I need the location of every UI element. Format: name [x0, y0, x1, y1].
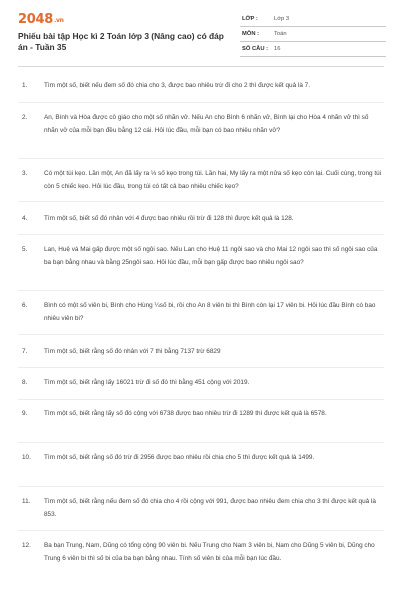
- question-number: 2.: [22, 114, 28, 121]
- meta-value: Lớp 3: [274, 16, 290, 22]
- logo-suffix: .vn: [53, 17, 64, 24]
- meta-row-grade: [240, 12, 386, 27]
- meta-key: MÔN :: [242, 31, 260, 37]
- question-text: Ba bạn Trung, Nam, Dũng có tổng cộng 90 viên bi. Nếu Trung cho Nam 3 viên bi, Nam cho Dũng 5 viên bi, Dũng cho Trung 6 viên bi thì số bi của ba bạn bằng nhau. Tính số viên bi của mỗi bạn lúc đầu.: [44, 542, 375, 562]
- question-number: 7.: [22, 348, 28, 355]
- question-divider: [18, 290, 384, 291]
- question-number: 9.: [22, 410, 28, 417]
- question-text: Có một túi kẹo. Lần một, An đã lấy ra ⅓ số kẹo trong túi. Lần hai, My lấy ra một nửa số kẹo còn lại. Cuối cùng, trong túi còn 5 chiếc kẹo. Hỏi lúc đầu, trong túi có tất cả bao nhiêu chiếc kẹo?: [44, 170, 382, 190]
- question-text: Bình có một số viên bi, Bình cho Hùng ¼số bi, rồi cho An 8 viên bi thì Bình còn lại 17 viên bi. Hỏi lúc đầu Bình có bao nhiêu viên bi?: [44, 302, 376, 322]
- question-text: Tìm một số, biết rằng lấy số đó cộng với 6738 được bao nhiêu trừ đi 1289 thì được kết quả là 6578.: [44, 410, 327, 417]
- logo-text: 2048: [18, 12, 53, 27]
- question-text: Tìm một số, biết rằng số đó nhân với 7 thì bằng 7137 trừ 6829: [44, 348, 221, 355]
- question-text: Lan, Huệ và Mai gấp được một số ngôi sao. Nếu Lan cho Huệ 11 ngôi sao và cho Mai 12 ngôi sao thì số ngôi sao của ba bạn bằng nhau và bằng 25ngôi sao. Hỏi lúc đầu, mỗi bạn gấp được bao nhiêu ngôi sao?: [44, 246, 378, 266]
- meta-key: LỚP :: [242, 16, 258, 22]
- question-number: 1.: [22, 82, 28, 89]
- header-divider: [18, 66, 384, 67]
- question-number: 8.: [22, 379, 28, 386]
- question-divider: [18, 334, 384, 335]
- question-divider: [18, 234, 384, 235]
- question-number: 3.: [22, 170, 28, 177]
- meta-value: Toán: [274, 31, 287, 37]
- question-divider: [18, 486, 384, 487]
- question-number: 12.: [22, 542, 31, 549]
- question-text: Tìm một số, biết số đó nhân với 4 được bao nhiêu rồi trừ đi 128 thì được kết quả là 128.: [44, 215, 294, 222]
- question-divider: [18, 367, 384, 368]
- meta-value: 16: [274, 46, 281, 52]
- question-text: Tìm một số, biết rằng nếu đem số đó chia cho 4 rồi cộng với 991, được bao nhiêu đem chia cho 3 thì được kết quả là 853.: [44, 498, 376, 518]
- question-divider: [18, 158, 384, 159]
- question-divider: [18, 201, 384, 202]
- page-title: Phiếu bài tập Học kì 2 Toán lớp 3 (Nâng cao) có đáp án - Tuần 35: [18, 31, 224, 52]
- site-logo[interactable]: [18, 12, 64, 27]
- question-text: An, Bình và Hòa được cô giáo cho một số nhãn vở. Nếu An cho Bình 6 nhãn vở, Bình lại cho Hòa 4 nhãn vở thì số nhãn vở của mỗi bạn đều bằng 12 cái. Hỏi lúc đầu, mỗi bạn có bao nhiêu nhãn vở?: [44, 114, 369, 134]
- question-divider: [18, 530, 384, 531]
- question-number: 5.: [22, 246, 28, 253]
- question-number: 10.: [22, 454, 31, 461]
- question-text: Tìm một số, biết nếu đem số đó chia cho 3, được bao nhiêu trừ đi cho 2 thì được kết quả là 7.: [44, 82, 310, 89]
- question-number: 6.: [22, 302, 28, 309]
- question-divider: [18, 399, 384, 400]
- worksheet-header: [18, 12, 386, 62]
- question-number: 11.: [22, 498, 31, 505]
- question-number: 4.: [22, 215, 28, 222]
- meta-row-question-count: [240, 42, 386, 57]
- meta-table: [240, 12, 386, 57]
- meta-key: SỐ CÂU :: [242, 46, 269, 52]
- meta-row-subject: [240, 27, 386, 42]
- question-divider: [18, 102, 384, 103]
- question-text: Tìm một số, biết rằng lấy 16021 trừ đi số đó thì bằng 451 cộng với 2019.: [44, 379, 250, 386]
- question-text: Tìm một số, biết rằng số đó trừ đi 2956 được bao nhiêu rồi chia cho 5 thì được kết quả là 1499.: [44, 454, 315, 461]
- question-divider: [18, 442, 384, 443]
